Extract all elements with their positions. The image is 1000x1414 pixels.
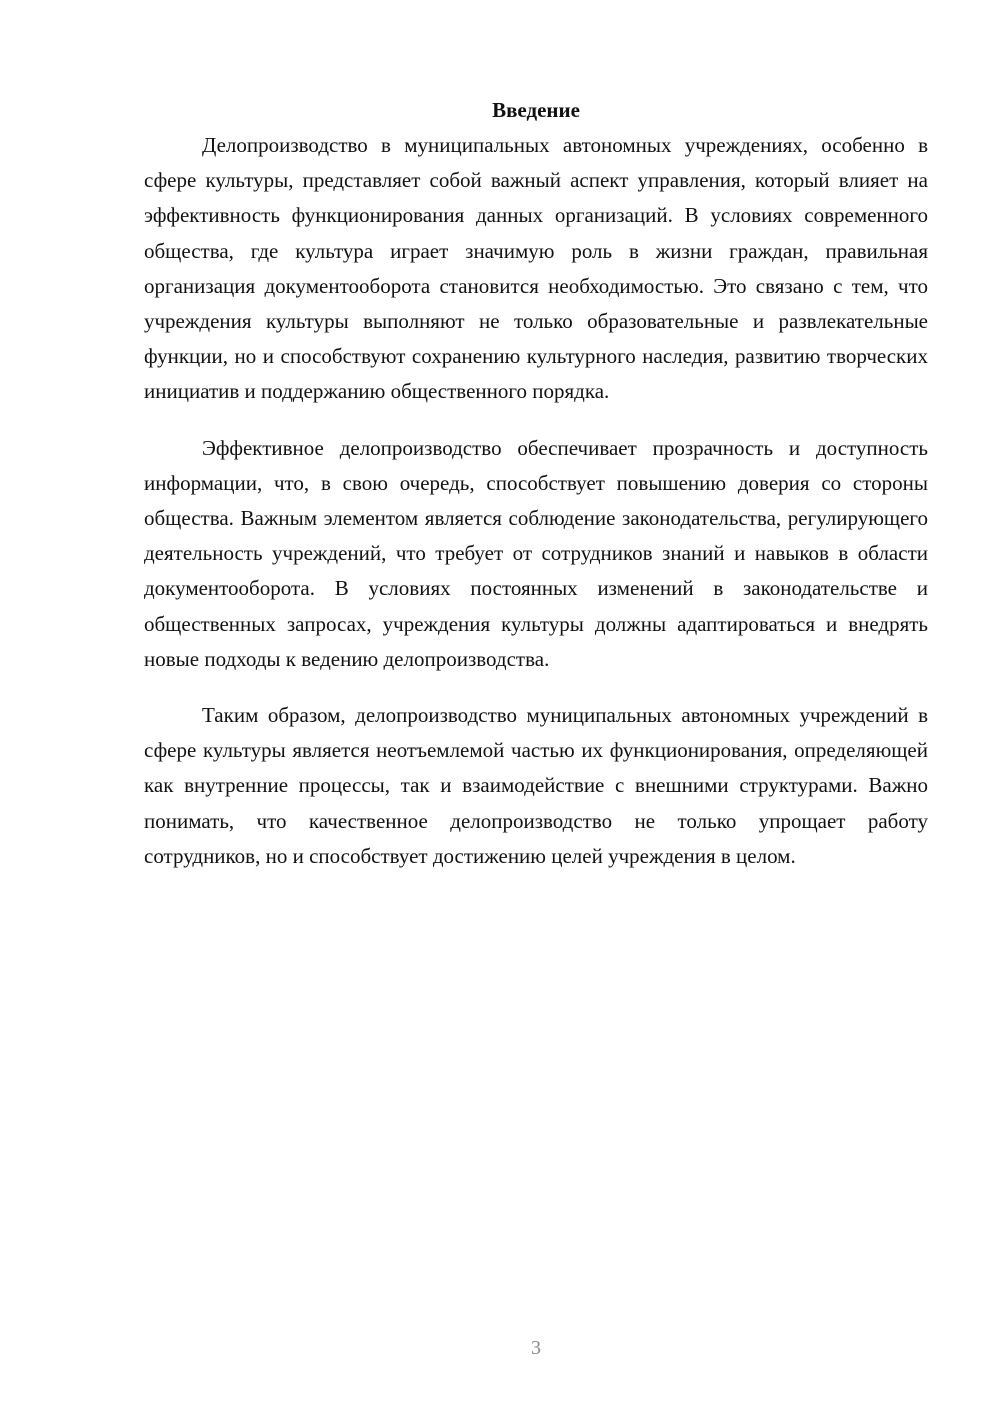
page-content <box>144 92 928 874</box>
paragraph-1: Делопроизводство в муниципальных автономных учреждениях, особенно в сфере культуры, представляет собой важный аспект управления, который влияет на эффективность функционирования данных организаций. В условиях современного общества, где культура играет значимую роль в жизни граждан, правильная организация документооборота становится необходимостью. Это связано с тем, что учреждения культуры выполняют не только образовательные и развлекательные функции, но и способствуют сохранению культурного наследия, развитию творческих инициатив и поддержанию общественного порядка. <box>144 133 928 404</box>
page-number: 3 <box>531 1337 541 1359</box>
paragraph-3: Таким образом, делопроизводство муниципальных автономных учреждений в сфере культуры является неотъемлемой частью их функционирования, определяющей как внутренние процессы, так и взаимодействие с внешними структурами. Важно понимать, что качественное делопроизводство не только упрощает работу сотрудников, но и способствует достижению целей учреждения в целом. <box>144 703 928 868</box>
paragraph-2: Эффективное делопроизводство обеспечивает прозрачность и доступность информации, что, в свою очередь, способствует повышению доверия со стороны общества. Важным элементом является соблюдение законодательства, регулирующего деятельность учреждений, что требует от сотрудников знаний и навыков в области документооборота. В условиях постоянных изменений в законодательстве и общественных запросах, учреждения культуры должны адаптироваться и внедрять новые подходы к ведению делопроизводства. <box>144 435 928 671</box>
section-title: Введение <box>492 98 580 122</box>
